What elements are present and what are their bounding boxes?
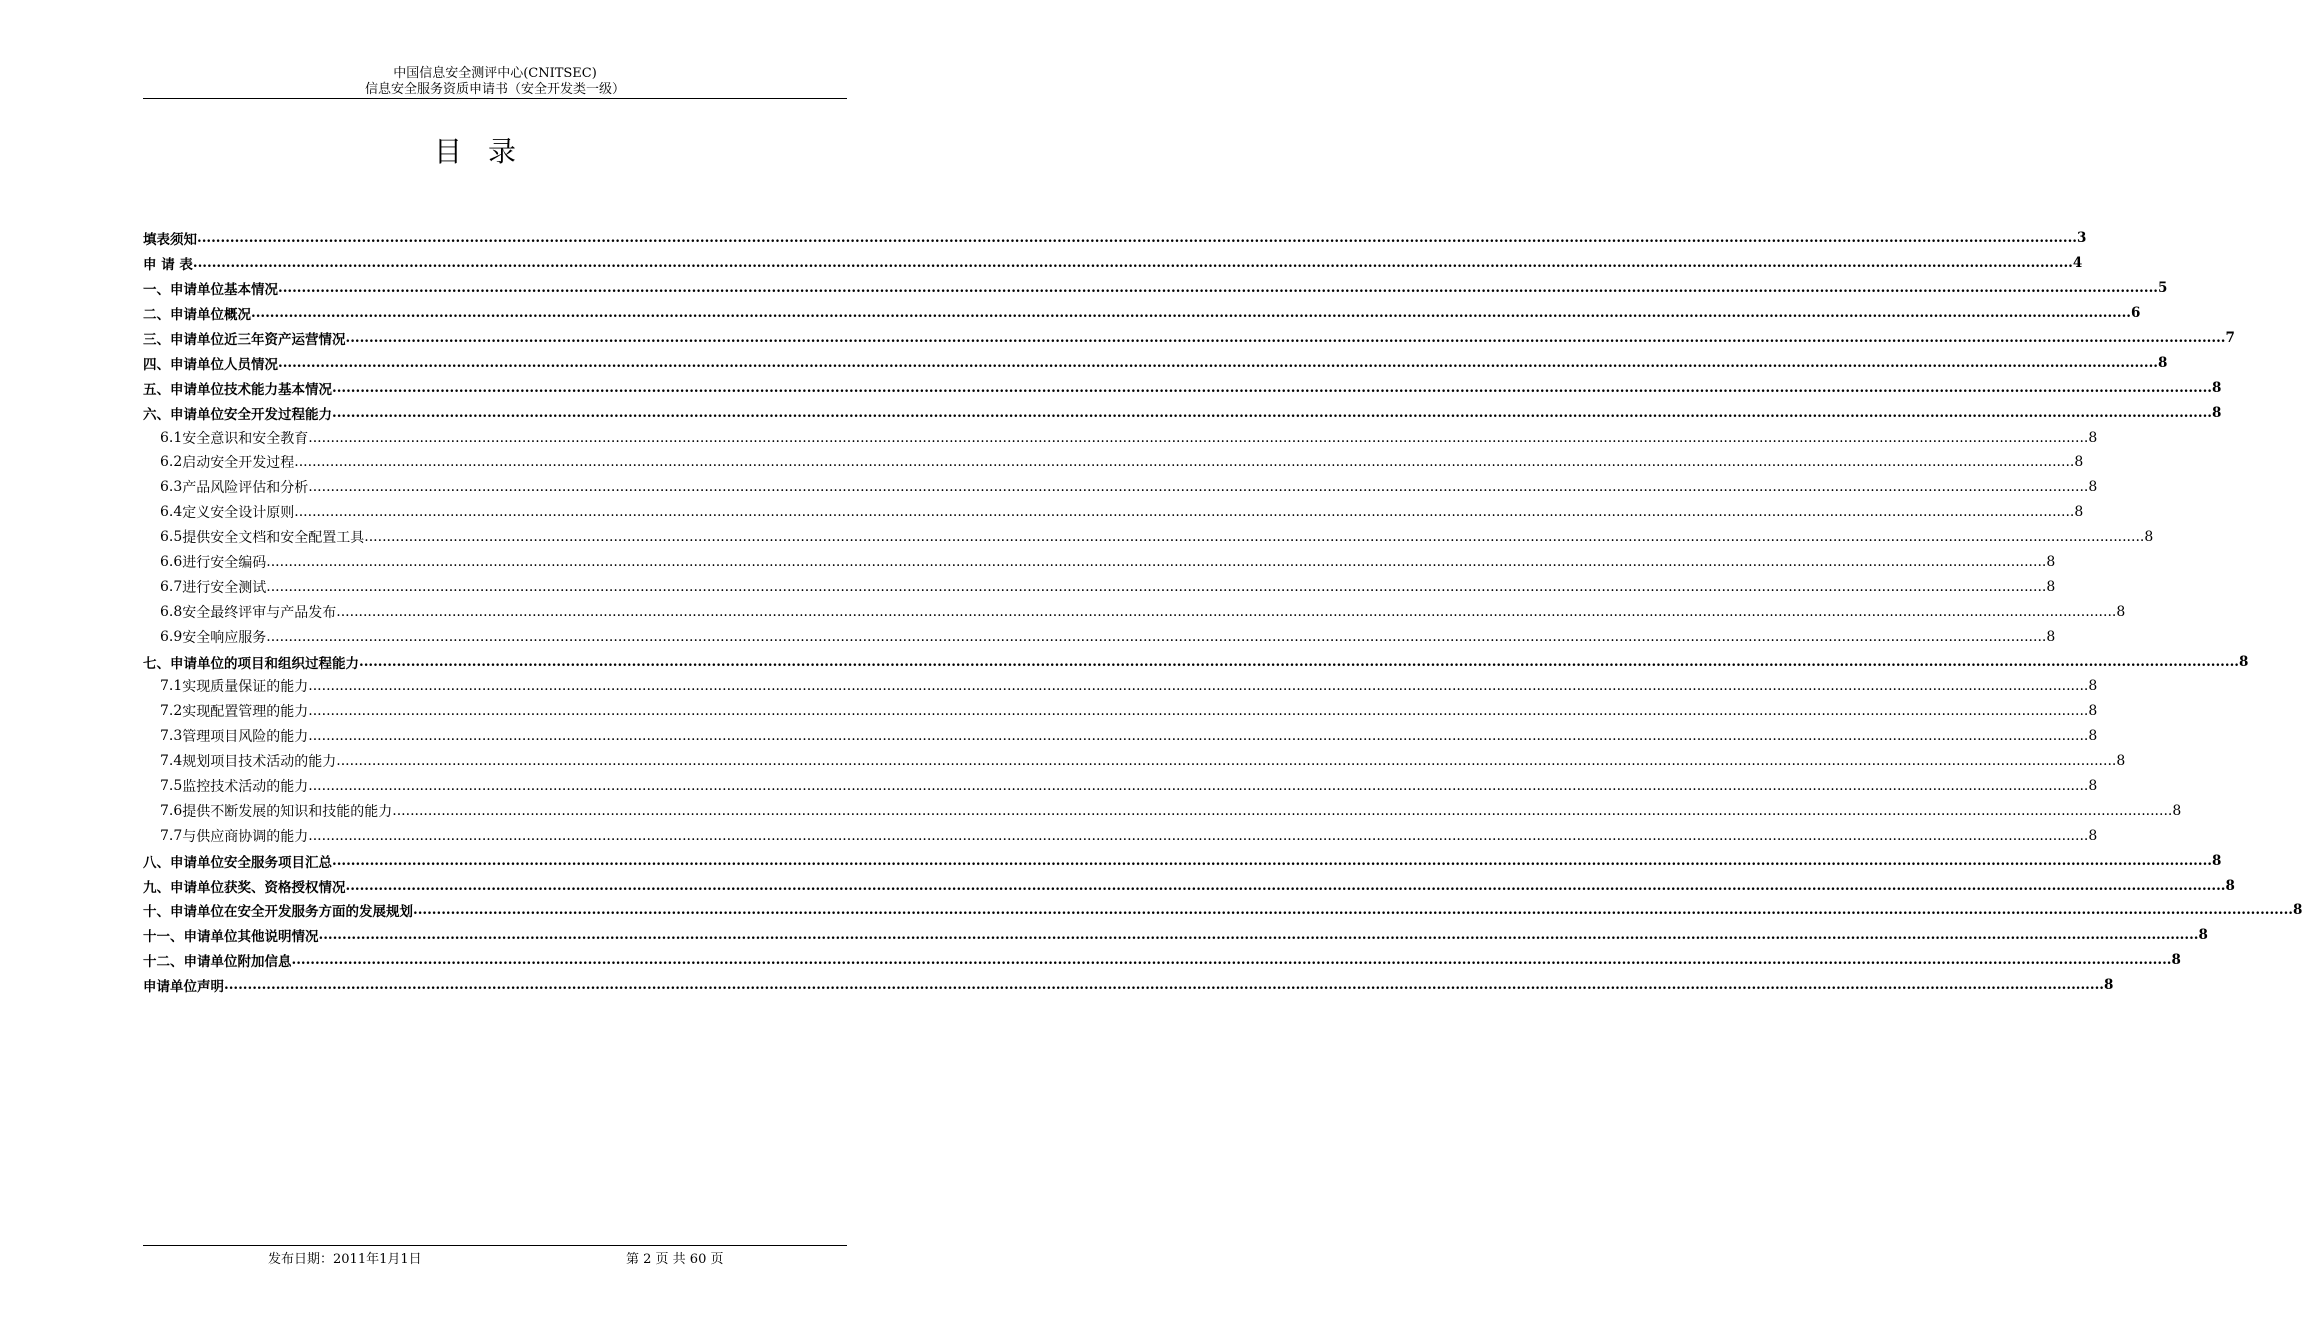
toc-entry-number: 7.7 — [160, 827, 183, 844]
toc-entry-number: 6.3 — [160, 479, 183, 496]
toc-dot-leader: ................................................................................................................................................................................................................................................................................................................................................................................................................ — [308, 728, 2089, 745]
toc-entry-number: 八、 — [143, 854, 170, 871]
toc-entry-number: 三、 — [143, 332, 170, 348]
toc-dot-leader: ................................................................................................................................................................................................................................................................................................................................................................................................................ — [345, 330, 2226, 346]
toc-entry-number: 7.1 — [160, 678, 183, 695]
toc-dot-leader: ................................................................................................................................................................................................................................................................................................................................................................................................................ — [364, 529, 2145, 546]
toc-entry[interactable] — [143, 699, 2098, 724]
toc-dot-leader: ................................................................................................................................................................................................................................................................................................................................................................................................................ — [332, 404, 2212, 421]
toc-entry-title: 申请单位附加信息 — [183, 954, 292, 971]
toc-entry[interactable] — [143, 500, 2084, 525]
toc-entry-title: 实现质量保证的能力 — [182, 679, 309, 696]
toc-entry-page: 8 — [2171, 952, 2181, 969]
toc-entry-page: 8 — [2172, 802, 2182, 819]
toc-entry-number: 7.5 — [160, 778, 183, 795]
toc-entry-title: 申请单位人员情况 — [170, 356, 278, 373]
toc-entry-page: 8 — [2046, 578, 2056, 595]
toc-entry-page: 8 — [2088, 728, 2098, 745]
toc-entry-number: 7.6 — [160, 802, 183, 819]
toc-entry-page: 8 — [2198, 927, 2208, 944]
toc-entry-title: 申请单位的项目和组织过程能力 — [170, 655, 359, 672]
toc-dot-leader: ................................................................................................................................................................................................................................................................................................................................................................................................................ — [278, 354, 2158, 371]
toc-entry-title: 申请单位近三年资产运营情况 — [170, 332, 346, 348]
toc-entry-title: 填表须知 — [143, 232, 197, 249]
toc-entry-title: 申请单位获奖、资格授权情况 — [170, 879, 346, 896]
toc-entry-title: 提供安全文档和安全配置工具 — [182, 530, 365, 547]
toc-entry-title: 申请单位声明 — [143, 979, 224, 996]
footer-page-number: 第 2 页 共 60 页 — [626, 1252, 724, 1267]
toc-entry-page: 8 — [2211, 852, 2222, 869]
toc-entry-title: 进行安全测试 — [182, 579, 267, 596]
toc-dot-leader: ................................................................................................................................................................................................................................................................................................................................................................................................................ — [251, 305, 2131, 322]
toc-entry-page: 8 — [2116, 753, 2126, 770]
toc-dot-leader: ................................................................................................................................................................................................................................................................................................................................................................................................................ — [224, 977, 2104, 994]
toc-dot-leader: ................................................................................................................................................................................................................................................................................................................................................................................................................ — [291, 952, 2172, 969]
toc-entry[interactable] — [143, 574, 2056, 599]
toc-entry[interactable] — [143, 624, 2056, 649]
toc-dot-leader: ................................................................................................................................................................................................................................................................................................................................................................................................................ — [332, 379, 2212, 396]
toc-entry-number: 6.9 — [160, 628, 183, 645]
toc-entry-title: 申请单位其他说明情况 — [183, 929, 319, 946]
toc-entry-number: 7.2 — [160, 703, 183, 720]
toc-entry-page: 8 — [2088, 429, 2098, 446]
toc-dot-leader: ................................................................................................................................................................................................................................................................................................................................................................................................................ — [308, 429, 2089, 446]
toc-entry[interactable] — [143, 948, 2181, 973]
toc-entry-title: 申请单位概况 — [170, 307, 251, 324]
toc-dot-leader: ................................................................................................................................................................................................................................................................................................................................................................................................................ — [318, 927, 2199, 944]
toc-entry-title: 产品风险评估和分析 — [182, 480, 309, 497]
toc-entry-page: 8 — [2088, 827, 2098, 844]
toc-entry[interactable] — [143, 550, 2056, 575]
toc-entry[interactable] — [143, 848, 2222, 873]
toc-dot-leader: ................................................................................................................................................................................................................................................................................................................................................................................................................ — [336, 753, 2117, 770]
toc-entry-number: 十、 — [143, 904, 170, 921]
toc-entry-page: 7 — [2225, 330, 2235, 346]
toc-dot-leader: ................................................................................................................................................................................................................................................................................................................................................................................................................ — [308, 678, 2089, 695]
toc-entry-page: 8 — [2157, 354, 2168, 371]
toc-entry-number: 五、 — [143, 381, 170, 398]
toc-dot-leader: ................................................................................................................................................................................................................................................................................................................................................................................................................ — [278, 280, 2158, 297]
toc-entry-page: 3 — [2076, 230, 2087, 247]
toc-entry[interactable] — [143, 350, 2168, 375]
toc-entry[interactable] — [143, 425, 2098, 450]
toc-entry-number: 7.4 — [160, 753, 183, 770]
toc-dot-leader: ................................................................................................................................................................................................................................................................................................................................................................................................................ — [308, 778, 2089, 795]
page-header — [143, 66, 847, 98]
toc-entry-number: 四、 — [143, 356, 170, 373]
toc-entry-number: 九、 — [143, 879, 170, 896]
toc-entry-title: 启动安全开发过程 — [182, 455, 295, 472]
footer-divider — [143, 1245, 847, 1246]
toc-entry[interactable] — [143, 301, 2141, 326]
toc-dot-leader: ................................................................................................................................................................................................................................................................................................................................................................................................................ — [266, 578, 2047, 595]
toc-entry[interactable] — [143, 724, 2098, 749]
toc-entry-page: 8 — [2225, 877, 2235, 894]
toc-entry-number: 6.2 — [160, 454, 183, 471]
toc-entry-page: 8 — [2046, 628, 2056, 645]
toc-entry-title: 定义安全设计原则 — [182, 505, 295, 522]
toc-dot-leader: ................................................................................................................................................................................................................................................................................................................................................................................................................ — [266, 554, 2047, 571]
toc-entry-page: 8 — [2116, 603, 2126, 620]
toc-entry-page: 8 — [2292, 902, 2302, 919]
toc-entry[interactable] — [143, 326, 2235, 351]
toc-entry[interactable] — [143, 973, 2114, 998]
toc-entry-page: 8 — [2238, 653, 2249, 670]
toc-dot-leader: ................................................................................................................................................................................................................................................................................................................................................................................................................ — [413, 902, 2293, 919]
toc-entry-title: 申请单位在安全开发服务方面的发展规划 — [170, 904, 413, 921]
toc-entry-title: 安全最终评审与产品发布 — [182, 604, 337, 621]
toc-entry-number: 六、 — [143, 406, 170, 423]
toc-dot-leader: ................................................................................................................................................................................................................................................................................................................................................................................................................ — [294, 504, 2075, 521]
header-divider — [143, 98, 847, 99]
toc-entry[interactable] — [143, 276, 2168, 301]
toc-entry-title: 安全响应服务 — [182, 629, 267, 646]
toc-entry[interactable] — [143, 798, 2182, 823]
toc-entry[interactable] — [143, 649, 2249, 674]
toc-entry-number: 6.5 — [160, 529, 183, 546]
toc-dot-leader: ................................................................................................................................................................................................................................................................................................................................................................................................................ — [359, 653, 2239, 670]
toc-entry-title: 与供应商协调的能力 — [182, 828, 309, 845]
header-line-2: 信息安全服务资质申请书（安全开发类一级） — [364, 82, 625, 97]
toc-entry-number: 6.4 — [160, 504, 183, 521]
toc-entry-page: 8 — [2211, 379, 2222, 396]
toc-dot-leader: ................................................................................................................................................................................................................................................................................................................................................................................................................ — [192, 255, 2073, 272]
toc-entry-page: 8 — [2074, 454, 2084, 471]
toc-entry-number: 七、 — [143, 655, 170, 672]
toc-entry-title: 实现配置管理的能力 — [182, 704, 309, 721]
toc-dot-leader: ................................................................................................................................................................................................................................................................................................................................................................................................................ — [345, 877, 2226, 894]
page-title: 目录 — [433, 135, 542, 168]
toc-entry-number: 一、 — [143, 282, 170, 299]
toc-entry[interactable] — [143, 674, 2098, 699]
toc-dot-leader: ................................................................................................................................................................................................................................................................................................................................................................................................................ — [392, 802, 2173, 819]
toc-dot-leader: ................................................................................................................................................................................................................................................................................................................................................................................................................ — [308, 827, 2089, 844]
toc-entry-page: 8 — [2103, 977, 2114, 994]
toc-entry[interactable] — [143, 450, 2084, 475]
toc-entry-page: 8 — [2088, 678, 2098, 695]
footer-publish-date: 发布日期：2011年1月1日 — [268, 1252, 422, 1267]
toc-entry[interactable] — [143, 774, 2098, 799]
toc-entry-title: 提供不断发展的知识和技能的能力 — [182, 803, 393, 820]
toc-entry-title: 规划项目技术活动的能力 — [182, 754, 337, 771]
toc-entry-number: 6.1 — [160, 429, 183, 446]
toc-entry-title: 申请单位基本情况 — [170, 282, 278, 299]
toc-entry-number: 6.7 — [160, 578, 183, 595]
toc-entry-page: 8 — [2088, 479, 2098, 496]
toc-entry-number: 二、 — [143, 307, 170, 324]
toc-entry-page: 8 — [2088, 778, 2098, 795]
toc-entry-title: 安全意识和安全教育 — [182, 430, 309, 447]
toc-entry-title: 管理项目风险的能力 — [182, 729, 309, 746]
toc-entry[interactable] — [143, 898, 2302, 923]
toc-entry[interactable] — [143, 475, 2098, 500]
toc-dot-leader: ................................................................................................................................................................................................................................................................................................................................................................................................................ — [197, 230, 2077, 247]
table-of-contents — [143, 226, 2302, 998]
toc-entry-title: 监控技术活动的能力 — [182, 779, 309, 796]
toc-entry-title: 申请单位安全服务项目汇总 — [170, 854, 332, 871]
toc-entry[interactable] — [143, 749, 2126, 774]
header-line-1: 中国信息安全测评中心(CNITSEC) — [393, 66, 597, 81]
toc-dot-leader: ................................................................................................................................................................................................................................................................................................................................................................................................................ — [308, 479, 2089, 496]
toc-entry-page: 8 — [2088, 703, 2098, 720]
toc-entry-number: 十二、 — [143, 954, 184, 971]
toc-entry-page: 5 — [2157, 280, 2168, 297]
toc-entry-title: 申请单位安全开发过程能力 — [170, 406, 332, 423]
toc-entry-number: 6.6 — [160, 554, 183, 571]
toc-entry[interactable] — [143, 923, 2208, 948]
toc-dot-leader: ................................................................................................................................................................................................................................................................................................................................................................................................................ — [294, 454, 2075, 471]
toc-entry[interactable] — [143, 525, 2154, 550]
toc-entry-number: 十一、 — [143, 929, 184, 946]
toc-entry[interactable] — [143, 226, 2087, 251]
toc-entry-title: 申请单位技术能力基本情况 — [170, 381, 332, 398]
toc-entry-number: 6.8 — [160, 603, 183, 620]
toc-entry-title: 进行安全编码 — [182, 555, 267, 572]
toc-entry-number: 7.3 — [160, 728, 183, 745]
toc-entry[interactable] — [143, 375, 2222, 400]
toc-entry[interactable] — [143, 823, 2098, 848]
toc-entry-page: 8 — [2046, 554, 2056, 571]
toc-dot-leader: ................................................................................................................................................................................................................................................................................................................................................................................................................ — [266, 628, 2047, 645]
toc-dot-leader: ................................................................................................................................................................................................................................................................................................................................................................................................................ — [332, 852, 2212, 869]
toc-entry-title: 申 请 表 — [143, 257, 193, 274]
toc-entry-page: 8 — [2144, 529, 2154, 546]
toc-entry-page: 8 — [2211, 404, 2222, 421]
toc-entry[interactable] — [143, 400, 2222, 425]
toc-entry[interactable] — [143, 873, 2235, 898]
toc-entry[interactable] — [143, 251, 2083, 276]
toc-dot-leader: ................................................................................................................................................................................................................................................................................................................................................................................................................ — [308, 703, 2089, 720]
toc-entry[interactable] — [143, 599, 2126, 624]
toc-dot-leader: ................................................................................................................................................................................................................................................................................................................................................................................................................ — [336, 603, 2117, 620]
toc-entry-page: 8 — [2074, 504, 2084, 521]
toc-entry-page: 6 — [2130, 305, 2141, 322]
toc-entry-page: 4 — [2072, 255, 2083, 272]
